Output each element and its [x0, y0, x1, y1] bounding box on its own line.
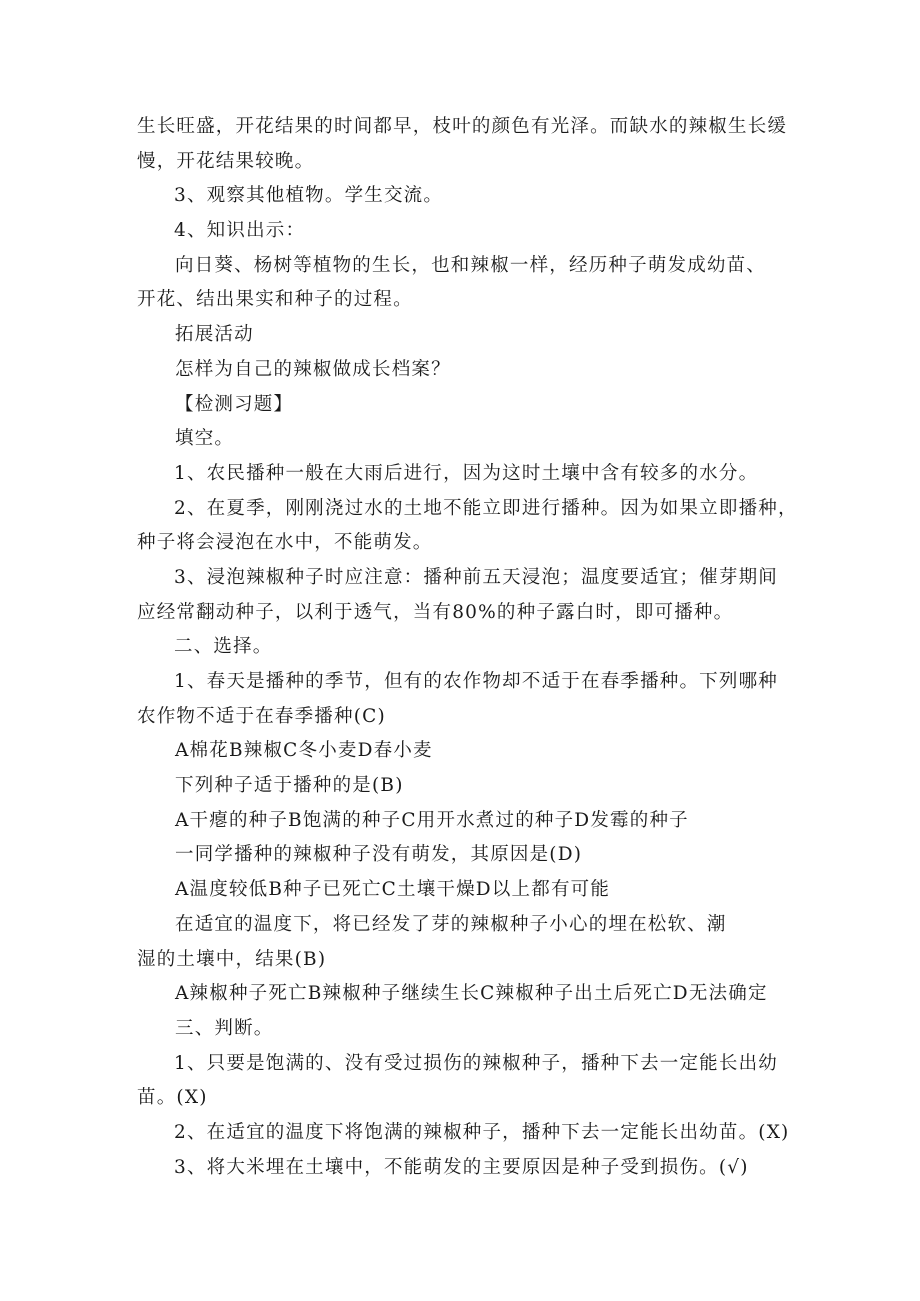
text-line: 开花、结出果实和种子的过程。 — [137, 289, 413, 311]
text-line: 苗。(X) — [137, 1087, 208, 1109]
text-line: 怎样为自己的辣椒做成长档案？ — [175, 358, 451, 380]
text-line: 三、判断。 — [175, 1017, 274, 1039]
text-line: 1、只要是饱满的、没有受过损伤的辣椒种子，播种下去一定能长出幼 — [174, 1052, 778, 1074]
text-line: 3、将大米埋在土壤中，不能萌发的主要原因是种子受到损伤。(√) — [174, 1156, 749, 1178]
text-line: A干瘪的种子B饱满的种子C用开水煮过的种子D发霉的种子 — [175, 809, 689, 831]
text-line: 二、选择。 — [174, 636, 273, 658]
text-line: 2、在适宜的温度下将饱满的辣椒种子，播种下去一定能长出幼苗。(X) — [174, 1121, 790, 1143]
text-line: 【检测习题】 — [175, 393, 294, 415]
text-line: 1、春天是播种的季节，但有的农作物却不适于在春季播种。下列哪种 — [174, 671, 778, 692]
text-line: 湿的土壤中，结果(B) — [137, 948, 327, 970]
text-line: 在适宜的温度下，将已经发了芽的辣椒种子小心的埋在松软、潮 — [175, 913, 727, 935]
text-line: 3、观察其他植物。学生交流。 — [174, 185, 444, 207]
text-line: 应经常翻动种子，以利于透气，当有80%的种子露白时，即可播种。 — [137, 601, 734, 623]
text-line: 种子将会浸泡在水中，不能萌发。 — [137, 532, 433, 554]
text-line: 下列种子适于播种的是(B) — [175, 775, 404, 797]
text-line: 4、知识出示： — [174, 220, 306, 242]
text-line: 填空。 — [175, 428, 235, 450]
text-line: 向日葵、杨树等植物的生长，也和辣椒一样，经历种子萌发成幼苗、 — [175, 254, 767, 276]
document-body — [137, 110, 798, 1185]
text-line: A温度较低B种子已死亡C土壤干燥D以上都有可能 — [175, 879, 611, 901]
text-line: 生长旺盛，开花结果的时间都早，枝叶的颜色有光泽。而缺水的辣椒生长缓 — [137, 116, 788, 137]
text-line: 农作物不适于在春季播种(C) — [137, 705, 386, 727]
text-line: 1、农民播种一般在大雨后进行，因为这时土壤中含有较多的水分。 — [174, 462, 759, 484]
text-line: 拓展活动 — [175, 324, 254, 346]
text-line: 一同学播种的辣椒种子没有萌发，其原因是(D) — [175, 844, 583, 866]
text-line: A辣椒种子死亡B辣椒种子继续生长C辣椒种子出土后死亡D无法确定 — [175, 983, 768, 1005]
text-line: 3、浸泡辣椒种子时应注意：播种前五天浸泡；温度要适宜；催芽期间 — [174, 566, 778, 588]
text-line: 慢，开花结果较晚。 — [137, 150, 315, 172]
text-line: 2、在夏季，刚刚浇过水的土地不能立即进行播种。因为如果立即播种， — [174, 497, 798, 519]
text-line: A棉花B辣椒C冬小麦D春小麦 — [175, 740, 433, 762]
